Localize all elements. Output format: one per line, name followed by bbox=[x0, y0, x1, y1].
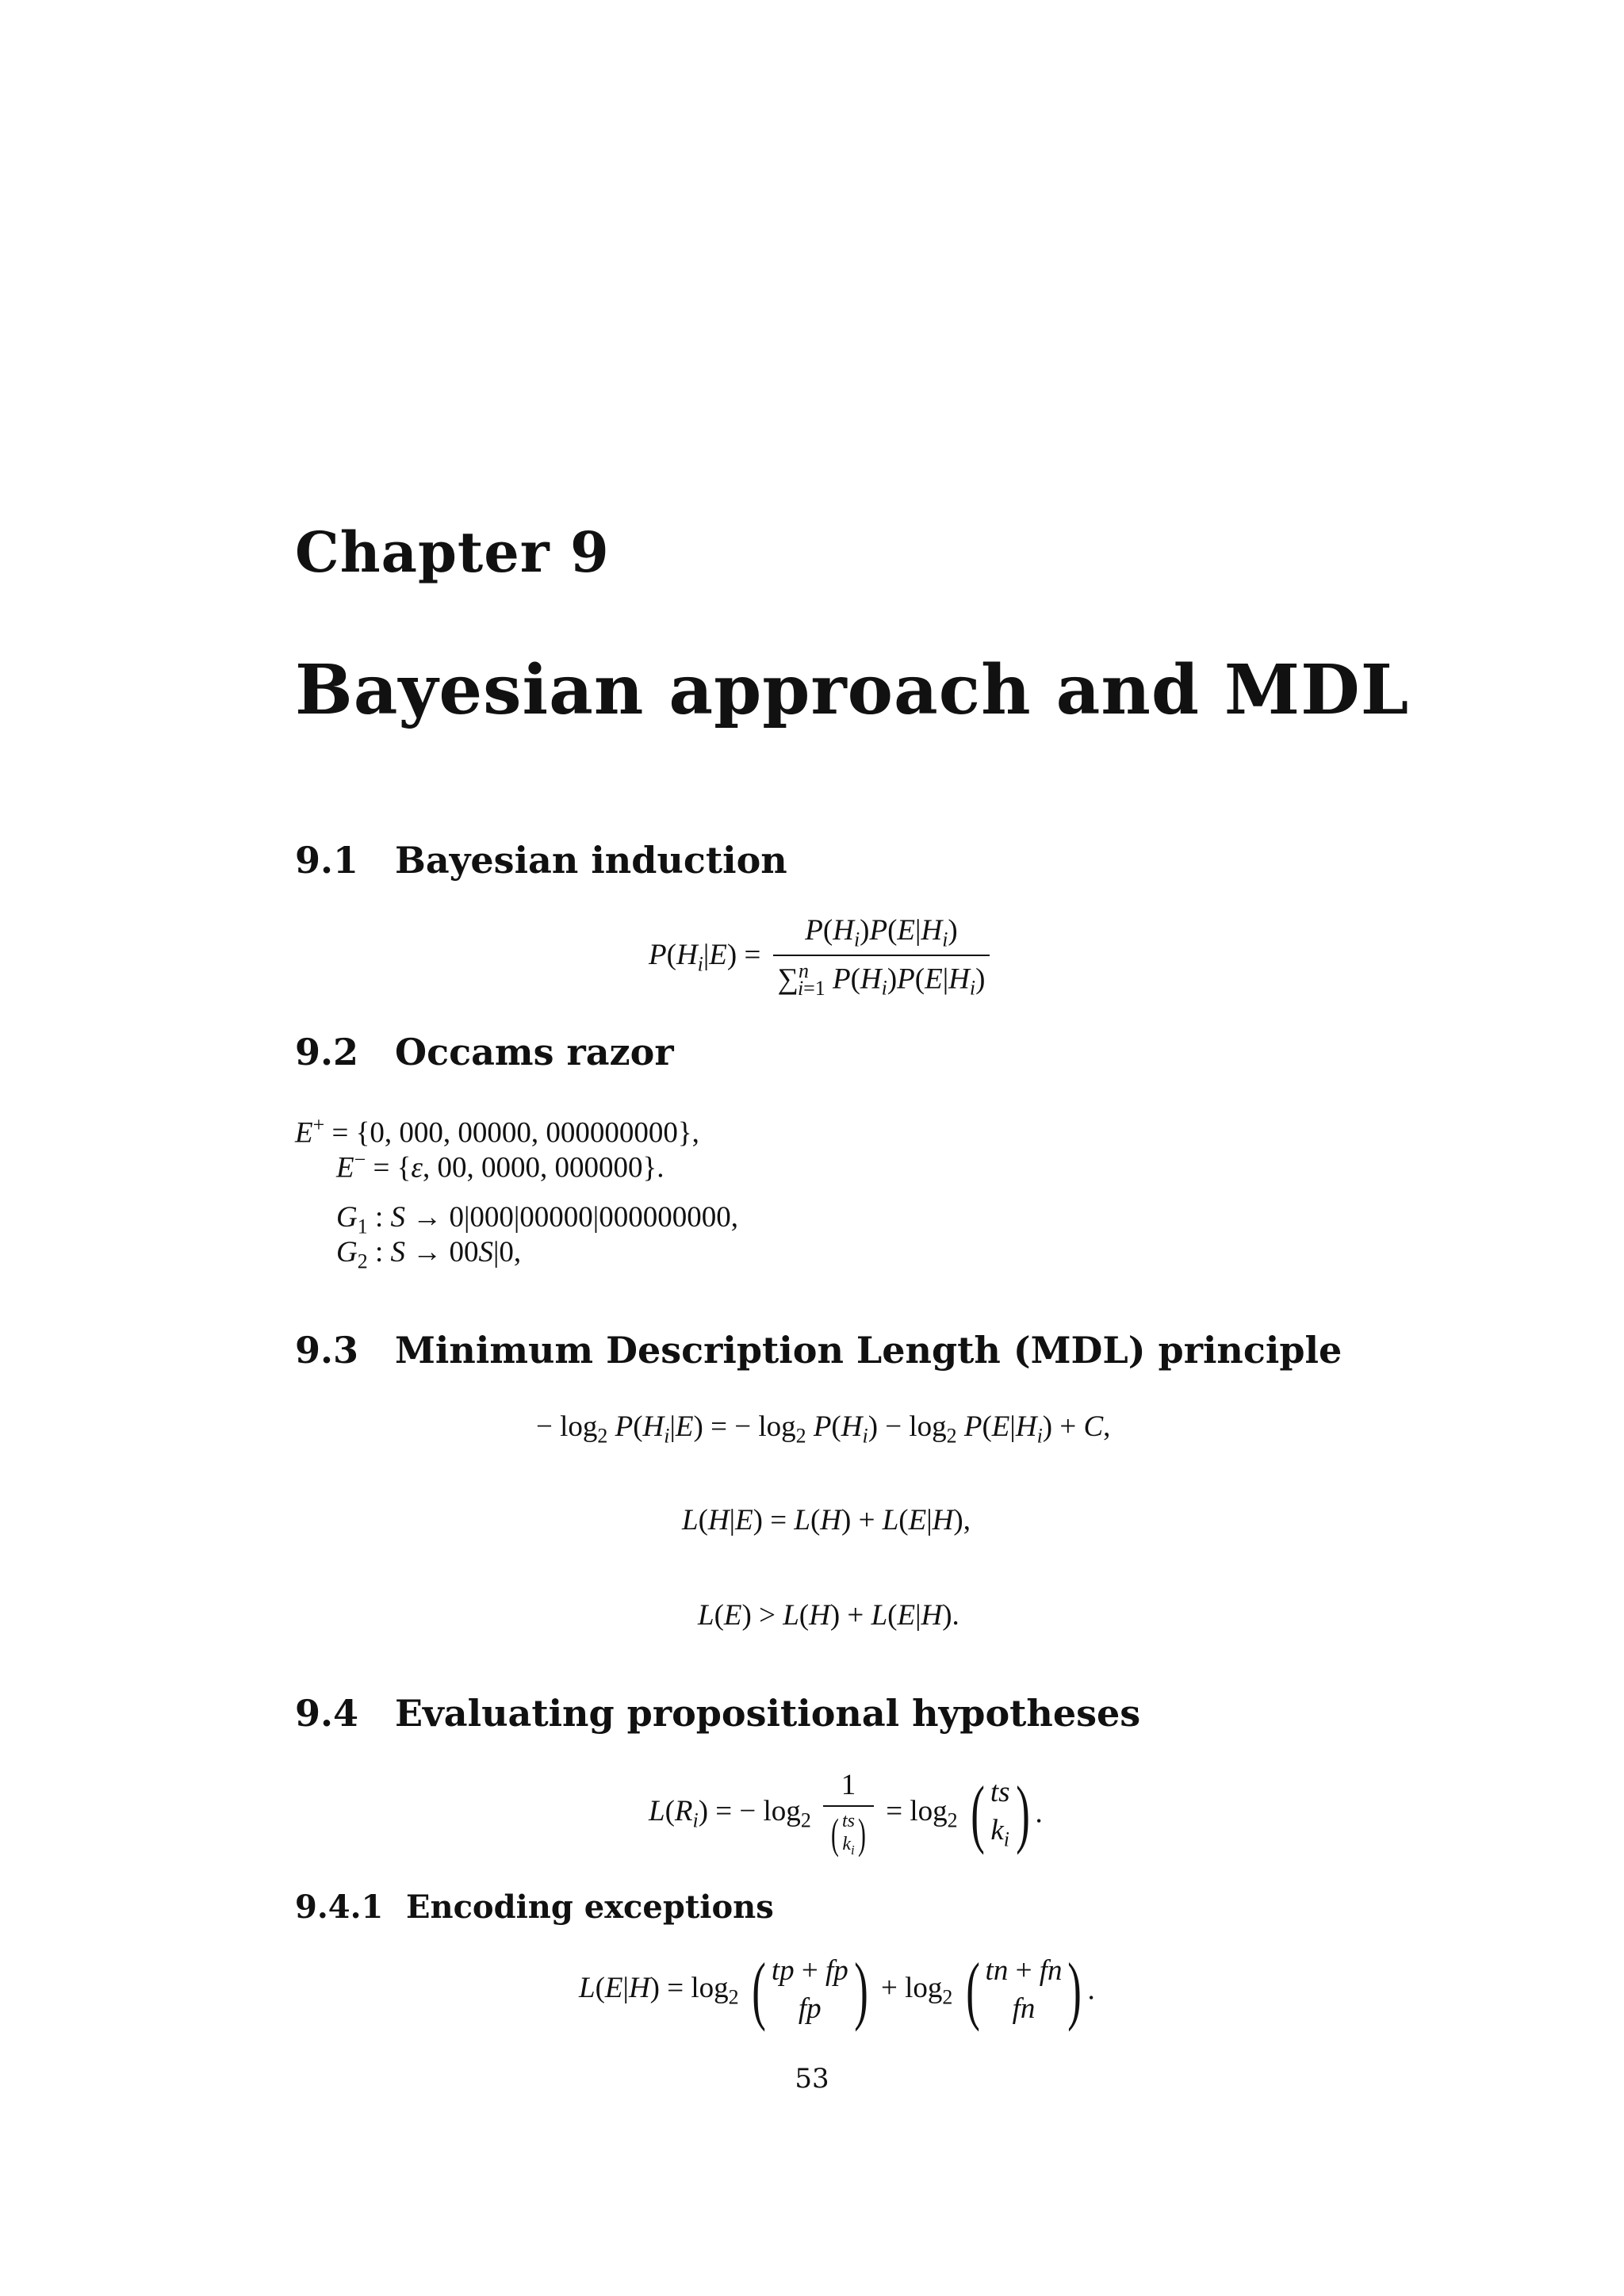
binomial-ts-ki: ( ts $k_i$ ) bbox=[831, 1810, 866, 1858]
section-title: Bayesian induction bbox=[395, 839, 787, 882]
section-heading-9-2 bbox=[295, 1031, 674, 1073]
subsection-title: Encoding exceptions bbox=[406, 1888, 774, 1926]
section-heading-9-4 bbox=[295, 1692, 1140, 1735]
equation-mdl-compress: L(E) > L(H) + L(E|H). bbox=[698, 1599, 959, 1632]
section-heading-9-1 bbox=[295, 839, 787, 882]
rule-fraction: 1 ( ts $k_i$ ) bbox=[823, 1768, 874, 1858]
equation-e-plus: E+ = {0, 000, 00000, 000000000}, bbox=[295, 1113, 699, 1150]
subsection-number: 9.4.1 bbox=[295, 1888, 384, 1926]
section-heading-9-3 bbox=[295, 1329, 1342, 1372]
page-number: 53 bbox=[795, 2063, 829, 2095]
section-number: 9.4 bbox=[295, 1692, 359, 1735]
equation-g1: $G_1$ : S → 0|000|00000|000000000, bbox=[336, 1201, 738, 1238]
binomial-tp-fp: ( tp + fp fp ) bbox=[752, 1947, 868, 2033]
section-title: Minimum Description Length (MDL) principle bbox=[395, 1329, 1342, 1372]
equation-mdl-length: L(H|E) = L(H) + L(E|H), bbox=[682, 1504, 971, 1536]
binomial-ts-ki: ( ts $k_i$ ) bbox=[971, 1770, 1030, 1855]
equation-g2: $G_2$ : S → 00S|0, bbox=[336, 1236, 522, 1273]
bayes-fraction: $\frac{P(H_i)P(E|H_i)}{\sum^n_{i=1} P(H_i)P(E|H_i)}$ bbox=[773, 913, 990, 1001]
section-number: 9.3 bbox=[295, 1329, 359, 1372]
section-number: 9.2 bbox=[295, 1031, 359, 1073]
subsection-heading-9-4-1 bbox=[295, 1888, 774, 1926]
section-title: Occams razor bbox=[395, 1031, 674, 1073]
equation-exceptions: $L(E|H) = \log_2$ ( tp + fp fp ) + $\log_2$ ( tn + fn fn ) . bbox=[579, 1947, 1095, 2033]
binomial-tn-fn: ( tn + fn fn ) bbox=[965, 1947, 1082, 2033]
equation-bayes: $P(H_i|E)$ = $\frac{P(H_i)P(E|H_i)}{\sum^n_{i=1} P(H_i)P(E|H_i)}$ bbox=[649, 913, 994, 1001]
section-number: 9.1 bbox=[295, 839, 359, 882]
section-title: Evaluating propositional hypotheses bbox=[395, 1692, 1141, 1735]
equation-rule-length: $L(R_i)$ = − $\log_2$ 1 ( ts $k_i$ ) = $\log_2$ ( ts $k_i$ ) . bbox=[649, 1769, 1043, 1858]
chapter-title: Bayesian approach and MDL bbox=[295, 650, 1410, 730]
equation-mdl-log: − $\log_2 P(H_i|E)$ = − $\log_2 P(H_i) - \log_2 P(E|H_i) + C$, bbox=[536, 1410, 1111, 1448]
chapter-label: Chapter 9 bbox=[295, 519, 610, 585]
equation-e-minus: E− = {ε, 00, 0000, 000000}. bbox=[336, 1148, 665, 1184]
